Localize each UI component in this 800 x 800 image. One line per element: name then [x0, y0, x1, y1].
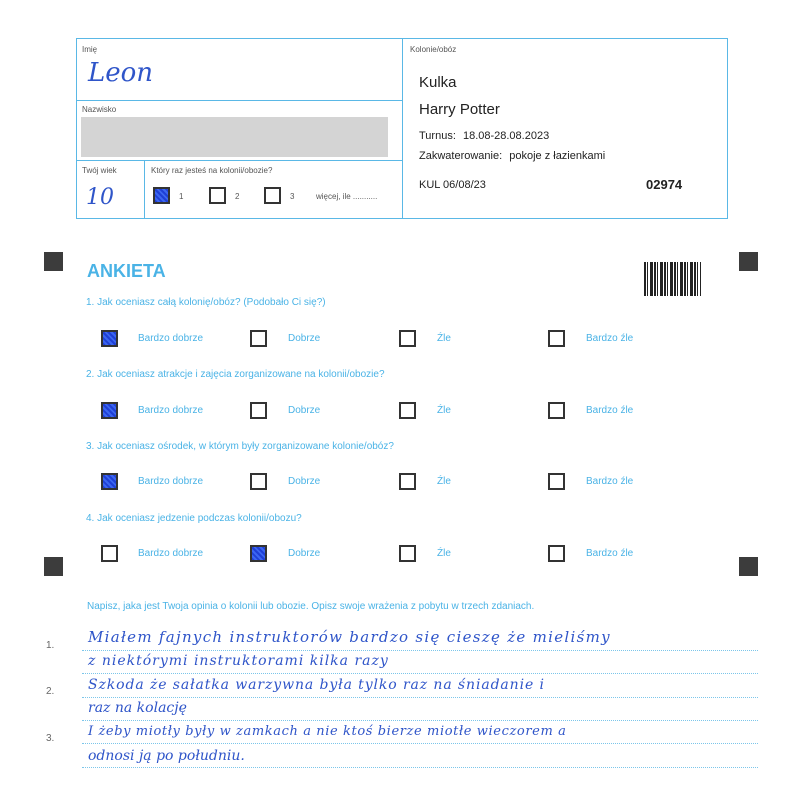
q1-checkbox-zle[interactable] — [399, 330, 416, 347]
header-divider-2 — [76, 160, 402, 161]
q3-checkbox-dobrze[interactable] — [250, 473, 267, 490]
nazwisko-redacted — [81, 117, 388, 157]
q1-checkbox-bardzo-zle[interactable] — [548, 330, 565, 347]
registration-marker-bottom-left — [44, 557, 63, 576]
zakwaterowanie-row — [419, 150, 605, 162]
opinion-answer-line-5[interactable]: I żeby miotły były w zamkach a nie ktoś bierze miotłe wieczorem a — [88, 724, 567, 739]
form-code: KUL 06/08/23 — [419, 179, 486, 191]
kolonie-name: Kulka — [419, 74, 457, 91]
opinion-line-number-3: 3. — [46, 733, 55, 744]
form-number: 02974 — [646, 177, 683, 192]
q1-option-bardzo-dobrze: Bardzo dobrze — [138, 333, 204, 344]
header-divider-1 — [76, 100, 402, 101]
q2-option-zle: Źle — [437, 405, 451, 416]
header-divider-3 — [144, 160, 145, 219]
zakwaterowanie-value: pokoje z łazienkami — [509, 150, 606, 162]
q2-checkbox-bardzo-dobrze[interactable] — [101, 402, 118, 419]
ktory-raz-option-1: 1 — [179, 192, 184, 201]
opinion-line-number-2: 2. — [46, 686, 55, 697]
q3-checkbox-bardzo-dobrze[interactable] — [101, 473, 118, 490]
q4-option-bardzo-dobrze: Bardzo dobrze — [138, 548, 204, 559]
q1-option-zle: Źle — [437, 333, 451, 344]
q4-checkbox-bardzo-zle[interactable] — [548, 545, 565, 562]
q2-checkbox-dobrze[interactable] — [250, 402, 267, 419]
q4-option-bardzo-zle: Bardzo źle — [586, 548, 634, 559]
q2-option-bardzo-zle: Bardzo źle — [586, 405, 634, 416]
ktory-raz-checkbox-2[interactable] — [209, 187, 226, 204]
wiek-value[interactable]: 10 — [86, 185, 114, 210]
question-2-text: 2. Jak oceniasz atrakcje i zajęcia zorganizowane na kolonii/obozie? — [86, 369, 385, 380]
question-1-text: 1. Jak oceniasz całą kolonię/obóz? (Podobało Ci się?) — [86, 297, 326, 308]
ktory-raz-label: Który raz jesteś na kolonii/obozie? — [151, 166, 273, 175]
ktory-raz-checkbox-1[interactable] — [153, 187, 170, 204]
opinion-prompt: Napisz, jaka jest Twoja opinia o kolonii lub obozie. Opisz swoje wrażenia z pobytu w trzech zdaniach. — [87, 601, 535, 612]
nazwisko-label: Nazwisko — [82, 105, 117, 114]
opinion-answer-line-1[interactable]: Miałem fajnych instruktorów bardzo się cieszę że mieliśmy — [88, 628, 611, 646]
opinion-dotted-line-4 — [82, 720, 758, 721]
turnus-label: Turnus: — [419, 130, 456, 142]
ktory-raz-option-more: więcej, ile ........... — [316, 192, 378, 201]
ktory-raz-option-2: 2 — [235, 192, 240, 201]
opinion-answer-line-2[interactable]: z niektórymi instruktorami kilka razy — [88, 653, 389, 669]
registration-marker-top-right — [739, 252, 758, 271]
q1-option-bardzo-zle: Bardzo źle — [586, 333, 634, 344]
q3-checkbox-bardzo-zle[interactable] — [548, 473, 565, 490]
opinion-answer-line-6[interactable]: odnosi ją po południu. — [88, 748, 245, 764]
opinion-answer-line-4[interactable]: raz na kolację — [88, 700, 187, 716]
survey-title: ANKIETA — [87, 261, 166, 281]
registration-marker-bottom-right — [739, 557, 758, 576]
q2-option-dobrze: Dobrze — [288, 405, 321, 416]
header-divider-vertical — [402, 38, 403, 219]
opinion-dotted-line-3 — [82, 697, 758, 698]
opinion-dotted-line-2 — [82, 673, 758, 674]
turnus-row — [419, 130, 549, 142]
ktory-raz-option-3: 3 — [290, 192, 295, 201]
wiek-label: Twój wiek — [82, 166, 117, 175]
q4-option-dobrze: Dobrze — [288, 548, 321, 559]
q1-option-dobrze: Dobrze — [288, 333, 321, 344]
q4-checkbox-bardzo-dobrze[interactable] — [101, 545, 118, 562]
zakwaterowanie-label: Zakwaterowanie: — [419, 150, 503, 162]
q2-option-bardzo-dobrze: Bardzo dobrze — [138, 405, 204, 416]
q2-checkbox-bardzo-zle[interactable] — [548, 402, 565, 419]
turnus-value: 18.08-28.08.2023 — [462, 130, 550, 142]
kolonie-program: Harry Potter — [419, 101, 500, 118]
q1-checkbox-dobrze[interactable] — [250, 330, 267, 347]
q3-option-dobrze: Dobrze — [288, 476, 321, 487]
imie-label: Imię — [82, 45, 98, 54]
opinion-answer-line-3[interactable]: Szkoda że sałatka warzywna była tylko raz na śniadanie i — [88, 677, 545, 693]
q4-checkbox-zle[interactable] — [399, 545, 416, 562]
opinion-line-number-1: 1. — [46, 640, 55, 651]
q4-option-zle: Źle — [437, 548, 451, 559]
registration-marker-top-left — [44, 252, 63, 271]
q2-checkbox-zle[interactable] — [399, 402, 416, 419]
kolonie-label: Kolonie/obóz — [410, 45, 457, 54]
question-3-text: 3. Jak oceniasz ośrodek, w którym były zorganizowane kolonie/obóz? — [86, 441, 394, 452]
imie-value[interactable]: Leon — [88, 58, 154, 88]
q3-checkbox-zle[interactable] — [399, 473, 416, 490]
question-4-text: 4. Jak oceniasz jedzenie podczas kolonii/obozu? — [86, 513, 302, 524]
q3-option-bardzo-dobrze: Bardzo dobrze — [138, 476, 204, 487]
barcode-icon — [644, 262, 701, 296]
q3-option-bardzo-zle: Bardzo źle — [586, 476, 634, 487]
q4-checkbox-dobrze[interactable] — [250, 545, 267, 562]
opinion-dotted-line-5 — [82, 743, 758, 744]
q3-option-zle: Źle — [437, 476, 451, 487]
ktory-raz-checkbox-3[interactable] — [264, 187, 281, 204]
q1-checkbox-bardzo-dobrze[interactable] — [101, 330, 118, 347]
opinion-dotted-line-6 — [82, 767, 758, 768]
opinion-dotted-line-1 — [82, 650, 758, 651]
